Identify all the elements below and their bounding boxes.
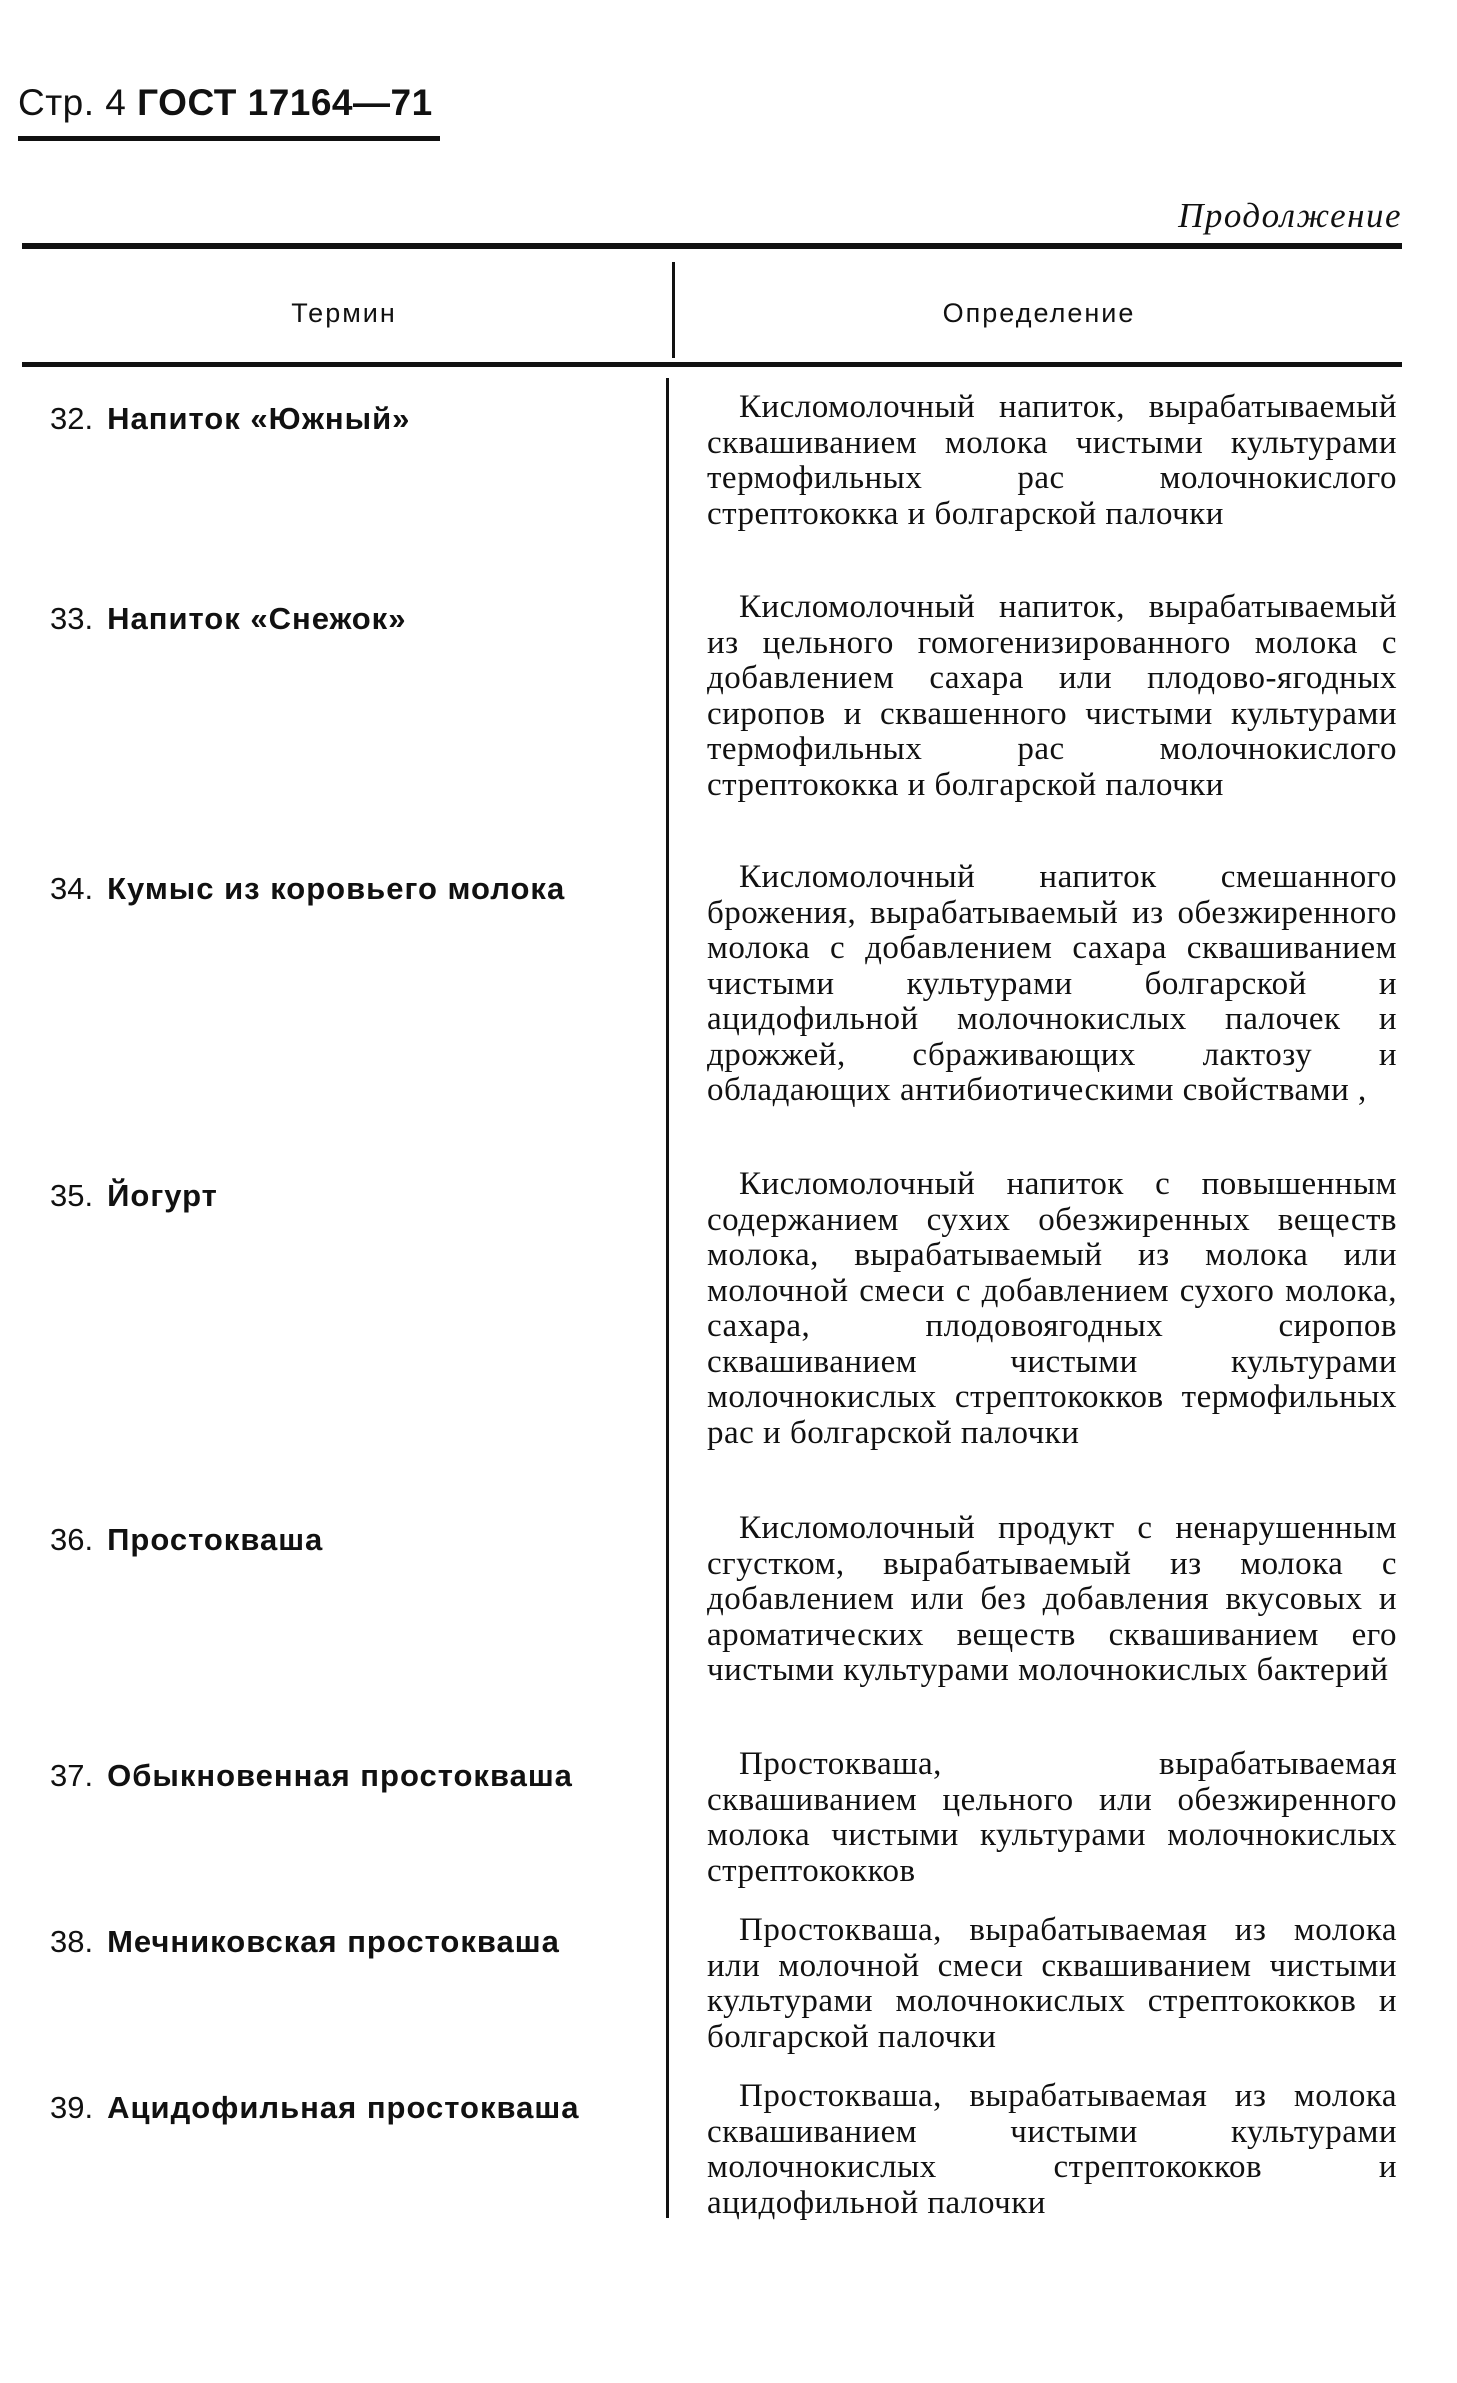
term-number: 36. bbox=[50, 1522, 94, 1557]
term-name: Ацидофильная простокваша bbox=[107, 2090, 580, 2125]
table-top-rule bbox=[22, 243, 1402, 249]
term-name: Простокваша bbox=[107, 1522, 324, 1557]
term-cell bbox=[0, 590, 620, 846]
definition-cell: Кисломолочный продукт с ненарушенным сгустком, вырабатываемый из молока с добавлением или без добавления вкусовых и ароматических веществ сквашиванием его чистыми культурами молочнокислых бактерий bbox=[707, 1510, 1397, 1688]
table-row bbox=[0, 590, 1457, 846]
table-row bbox=[0, 1511, 1457, 1733]
term-cell bbox=[0, 860, 620, 1153]
page-header bbox=[18, 84, 433, 121]
definition-cell: Кисломолочный напиток смешанного брожения, вырабатываемый из обезжиренного молока с добавлением сахара сквашиванием чистыми культурами болгарской и ацидофильной молочнокислых палочек и дрожжей, сбраживающих лактозу и обладающих антибиотическими свойствами , bbox=[707, 859, 1397, 1108]
term-name: Кумыс из коровьего молока bbox=[107, 871, 566, 906]
header-column-divider bbox=[672, 262, 675, 358]
definition-cell: Кисломолочный напиток, вырабатываемый сквашиванием молока чистыми культурами термофильных рас молочнокислого стрептококка и болгарской палочки bbox=[707, 389, 1397, 532]
header-rule bbox=[18, 136, 440, 141]
definition-cell: Кисломолочный напиток, вырабатываемый из цельного гомогенизированного молока с добавлением сахара или плодово-ягодных сиропов и сквашенного чистыми культурами термофильных рас молочнокислого стрептококка и болгарской палочки bbox=[707, 589, 1397, 803]
term-cell bbox=[0, 1511, 620, 1733]
definition-cell: Кисломолочный напиток с повышенным содержанием сухих обезжиренных веществ молока, вырабатываемый из молока или молочной смеси с добавлением сухого молока, сахара, плодовоягодных сиропов сквашиванием чистыми культурами молочнокислых стрептококков термофильных рас и болгарской палочки bbox=[707, 1166, 1397, 1451]
term-name: Йогурт bbox=[107, 1178, 218, 1213]
term-name: Мечниковская простокваша bbox=[107, 1924, 560, 1959]
table-row bbox=[0, 860, 1457, 1153]
page-number: Стр. 4 bbox=[18, 82, 127, 123]
table-row bbox=[0, 2079, 1457, 2229]
definition-cell: Простокваша, вырабатываемая из молока или молочной смеси сквашиванием чистыми культурами молочнокислых стрептококков и болгарской палочки bbox=[707, 1912, 1397, 2055]
table-row bbox=[0, 1167, 1457, 1497]
term-cell bbox=[0, 1913, 620, 2065]
document-code: ГОСТ 17164—71 bbox=[137, 82, 433, 123]
term-name: Обыкновенная простокваша bbox=[107, 1758, 573, 1793]
table-row bbox=[0, 390, 1457, 576]
term-number: 34. bbox=[50, 871, 94, 906]
term-number: 33. bbox=[50, 601, 94, 636]
definition-cell: Простокваша, вырабатываемая сквашиванием цельного или обезжиренного молока чистыми культурами молочнокислых стрептококков bbox=[707, 1746, 1397, 1889]
table-row bbox=[0, 1747, 1457, 1899]
term-number: 35. bbox=[50, 1178, 94, 1213]
table-header-rule bbox=[22, 362, 1402, 367]
term-number: 37. bbox=[50, 1758, 94, 1793]
term-name: Напиток «Снежок» bbox=[107, 601, 407, 636]
term-name: Напиток «Южный» bbox=[107, 401, 411, 436]
term-number: 32. bbox=[50, 401, 94, 436]
term-cell bbox=[0, 2079, 620, 2229]
column-header-definition: Определение bbox=[942, 298, 1136, 328]
term-cell bbox=[0, 1747, 620, 1899]
term-cell bbox=[0, 1167, 620, 1497]
continuation-label: Продолжение bbox=[1178, 196, 1402, 235]
term-number: 39. bbox=[50, 2090, 94, 2125]
term-number: 38. bbox=[50, 1924, 94, 1959]
table-row bbox=[0, 1913, 1457, 2065]
term-cell bbox=[0, 390, 620, 576]
definition-cell: Простокваша, вырабатываемая из молока сквашиванием чистыми культурами молочнокислых стрептококков и ацидофильной палочки bbox=[707, 2078, 1397, 2221]
term-table-body bbox=[0, 390, 1457, 2243]
column-header-term: Термин bbox=[291, 298, 397, 328]
